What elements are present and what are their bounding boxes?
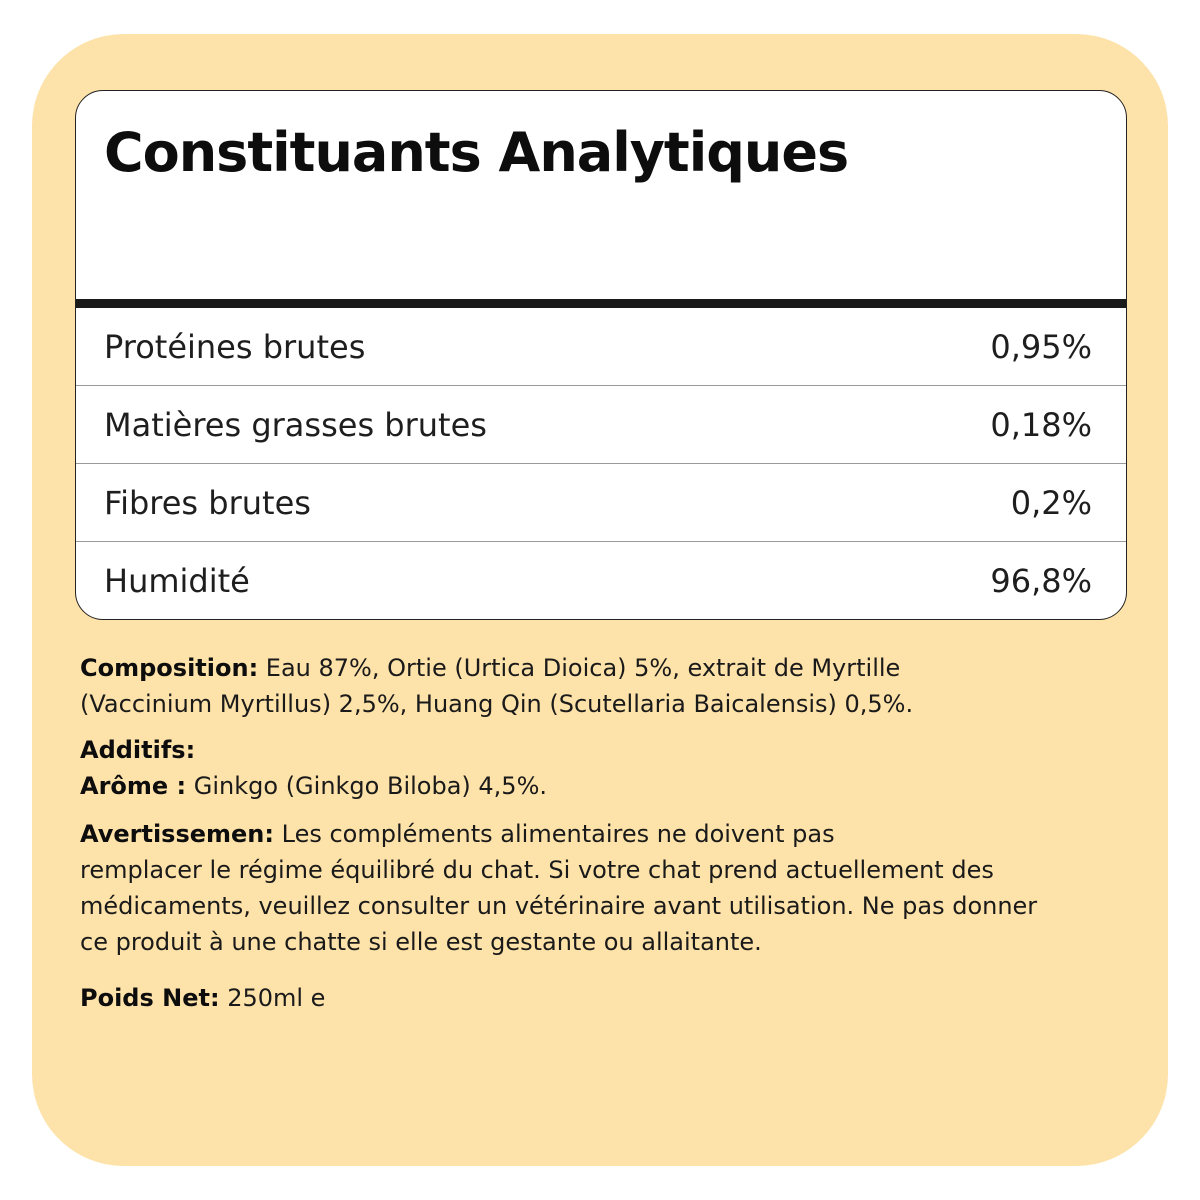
net-weight-paragraph xyxy=(80,980,1120,1016)
analytical-constituents-table xyxy=(75,90,1127,620)
warning-paragraph xyxy=(80,816,1120,960)
composition-paragraph xyxy=(80,650,1120,722)
row-label: Matières grasses brutes xyxy=(104,405,487,444)
net-weight-value: 250ml e xyxy=(219,984,326,1012)
table-row xyxy=(76,308,1126,386)
table-row xyxy=(76,464,1126,542)
row-value: 0,2% xyxy=(1010,483,1092,522)
warning-text-line1: Les compléments alimentaires ne doivent pas xyxy=(274,820,835,848)
table-rows xyxy=(76,308,1126,620)
row-label: Fibres brutes xyxy=(104,483,311,522)
warning-text-line2: remplacer le régime équilibré du chat. Si votre chat prend actuellement des xyxy=(80,856,994,884)
composition-text-line1: Eau 87%, Ortie (Urtica Dioica) 5%, extrait de Myrtille xyxy=(258,654,901,682)
table-title: Constituants Analytiques xyxy=(104,121,849,184)
product-info xyxy=(80,650,1120,1016)
row-value: 96,8% xyxy=(990,561,1092,600)
additifs-label: Additifs: xyxy=(80,736,196,764)
row-label: Protéines brutes xyxy=(104,327,366,366)
additifs-paragraph xyxy=(80,732,1120,804)
warning-text-line3: médicaments, veuillez consulter un vétérinaire avant utilisation. Ne pas donner xyxy=(80,892,1038,920)
row-label: Humidité xyxy=(104,561,250,600)
warning-label: Avertissemen: xyxy=(80,820,274,848)
arome-value: Ginkgo (Ginkgo Biloba) 4,5%. xyxy=(186,772,547,800)
row-value: 0,18% xyxy=(990,405,1092,444)
warning-text-line4: ce produit à une chatte si elle est gestante ou allaitante. xyxy=(80,928,762,956)
arome-label: Arôme : xyxy=(80,772,187,800)
title-divider xyxy=(76,299,1126,308)
table-row xyxy=(76,386,1126,464)
row-value: 0,95% xyxy=(990,327,1092,366)
net-weight-label: Poids Net: xyxy=(80,984,220,1012)
composition-label: Composition: xyxy=(80,654,259,682)
composition-text-line2: (Vaccinium Myrtillus) 2,5%, Huang Qin (Scutellaria Baicalensis) 0,5%. xyxy=(80,690,914,718)
table-row xyxy=(76,542,1126,620)
